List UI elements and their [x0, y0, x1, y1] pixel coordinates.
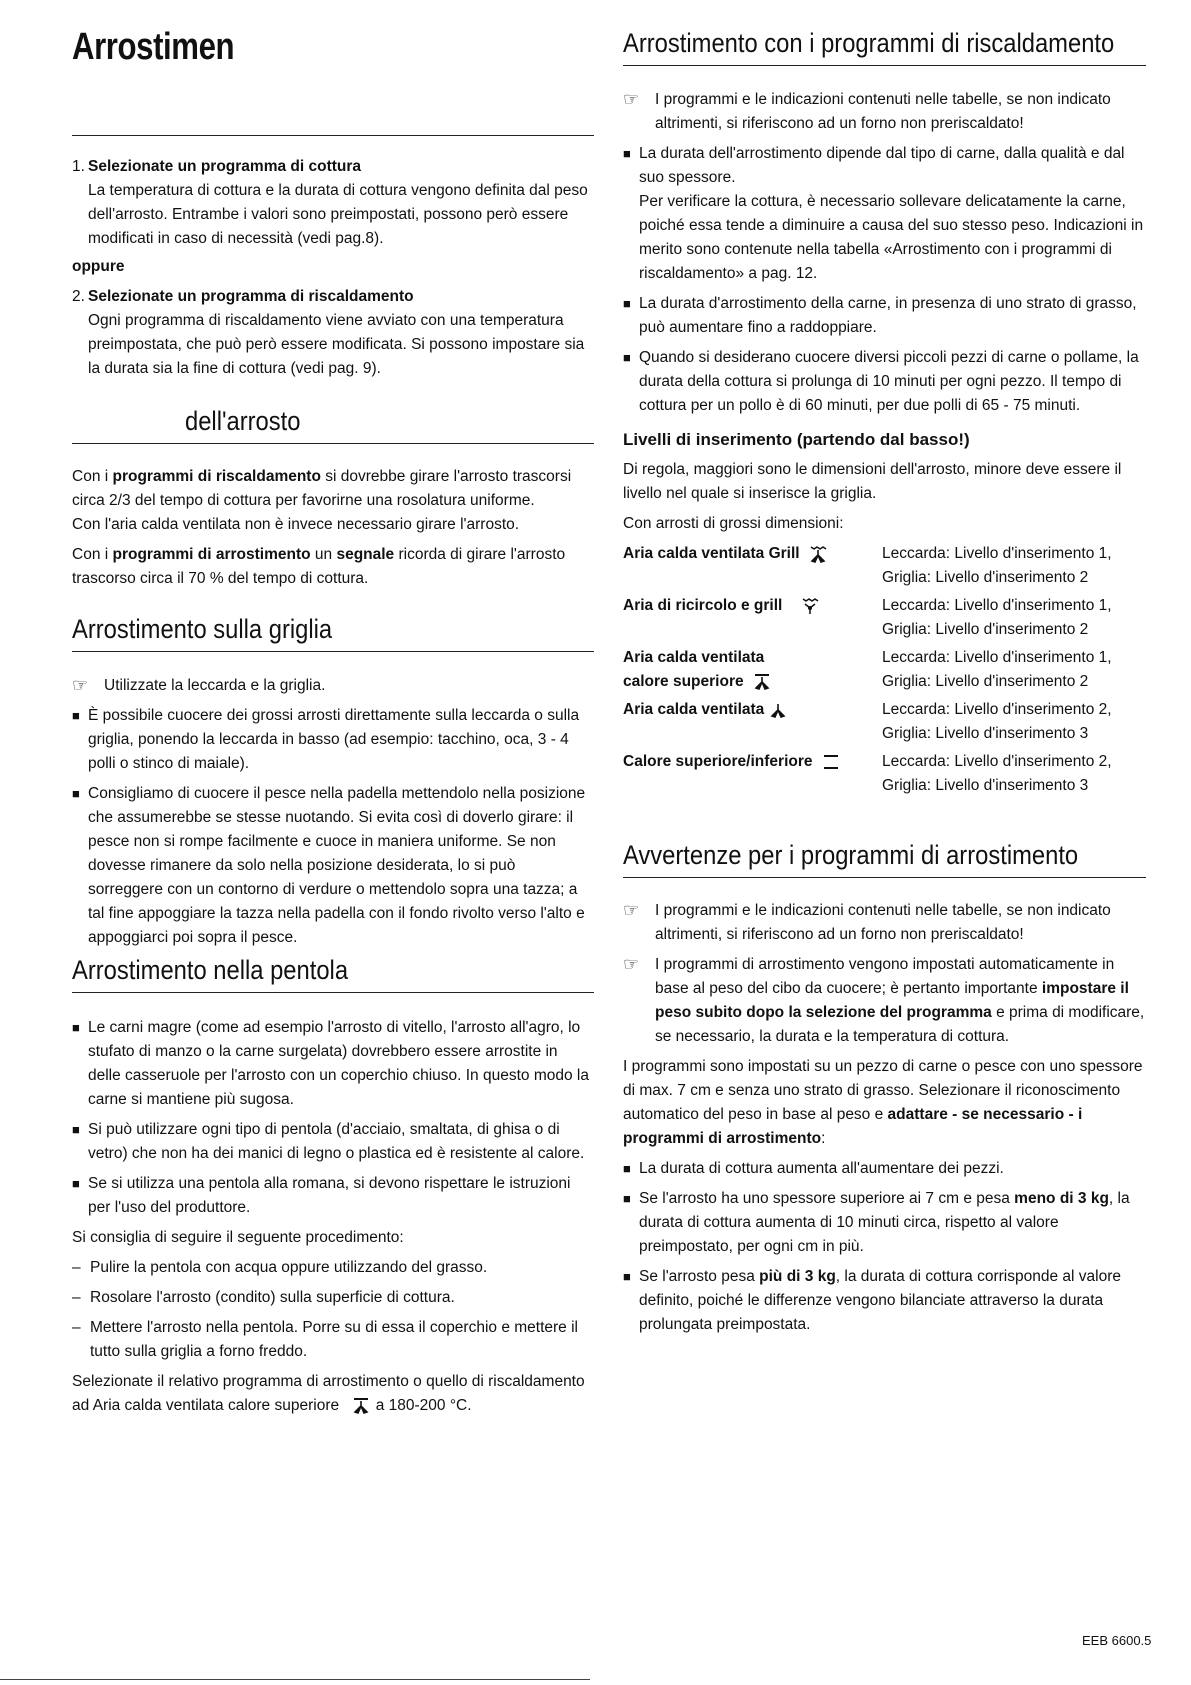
fan-top-heat-icon — [752, 673, 772, 691]
turn-paragraph-2: Con i programmi di arrostimento un segnale ricorda di girare l'arrosto trascorso circa il 70 % del tempo di cottura. — [72, 546, 566, 587]
table-row: Calore superiore/inferiore Leccarda: Livello d'inserimento 2, Griglia: Livello d'inserimento 3 — [623, 753, 1112, 794]
title-rule — [72, 135, 594, 136]
steps-block — [72, 155, 594, 385]
dash-item: – Rosolare l'arrosto (condito) sulla superficie di cottura. — [72, 1289, 455, 1306]
step-body: La temperatura di cottura e la durata di cottura vengono definita dal peso dell'arrosto. Entrambe i valori sono preimpostati, possono però essere modificati in caso di necessità (vedi pag.8). — [88, 182, 588, 247]
step-number: 2. — [72, 288, 85, 305]
bullet-item: ■ È possibile cuocere dei grossi arrosti direttamente sulla leccarda o sulla griglia, ponendo la leccarda in basso (ad esempio: tacchino, oca, 3 - 4 polli o stinco di maiale). — [72, 704, 594, 776]
step-number: 1. — [72, 158, 85, 175]
livelli-paragraph: Di regola, maggiori sono le dimensioni dell'arrosto, minore deve essere il livello nel quale si inserisce la griglia. — [623, 461, 1122, 502]
section-heading-pentola: Arrostimento nella pentola — [72, 955, 594, 993]
table-row: Aria calda ventilata Leccarda: Livello d'inserimento 2, Griglia: Livello d'inserimento 3 — [623, 701, 1112, 742]
document-code: EEB 6600.5 — [1082, 1633, 1152, 1648]
dash-item: – Mettere l'arrosto nella pentola. Porre su di essa il coperchio e mettere il tutto sulla griglia a forno freddo. — [72, 1319, 579, 1360]
square-bullet-icon: ■ — [623, 1269, 631, 1284]
note-item: ☞ I programmi e le indicazioni contenuti nelle tabelle, se non indicato altrimenti, si riferiscono ad un forno non preriscaldato! — [623, 900, 1111, 943]
bullet-item: ■ La durata dell'arrostimento dipende dal tipo di carne, dalla qualità e dal suo spessore. Per verificare la cottura, è necessario sollevare delicatamente la carne, poiché essa tende a diminuire a causa del suo stesso peso. Indicazioni in merito sono contenute nella tabella «Arrostimento con i programmi di riscaldamento» a pag. 12. — [623, 142, 1146, 286]
livelli-intro: Con arrosti di grossi dimensioni: — [623, 515, 844, 532]
turn-paragraph-1: Con i programmi di riscaldamento si dovrebbe girare l'arrosto trascorsi circa 2/3 del tempo di cottura per favorirne una rosolatura uniforme. Con l'aria calda ventilata non è invece necessario girare l'arrosto. — [72, 468, 572, 533]
top-bottom-heat-icon — [821, 753, 841, 771]
square-bullet-icon: ■ — [623, 350, 631, 365]
square-bullet-icon: ■ — [72, 1020, 80, 1035]
bullet-item: ■ Se si utilizza una pentola alla romana, si devono rispettare le istruzioni per l'uso del produttore. — [72, 1172, 594, 1220]
section-heading-riscaldamento: Arrostimento con i programmi di riscaldamento — [623, 28, 1146, 66]
bullet-item: ■ Consigliamo di cuocere il pesce nella padella mettendolo nella posizione che assumerebbe se stesse nuotando. Si evita così di doverlo girare: il pesce non si rompe facilmente e cuoce in maniera uniforme. Se non dovesse rimanere da solo nella posizione desiderata, lo si può sorreggere con un contorno di verdure o mettendolo sopra una tazza; a tal fine appoggiare la tazza nella padella con il fondo rivolto verso l'alto e appoggiarci poi sopra il pesce. — [72, 782, 594, 950]
square-bullet-icon: ■ — [623, 1161, 631, 1176]
pentola-block — [72, 1016, 594, 1424]
table-row: Aria di ricircolo e grill Leccarda: Livello d'inserimento 1, Griglia: Livello d'inserimento 2 — [623, 597, 1112, 638]
final-paragraph: Selezionate il relativo programma di arrostimento o quello di riscaldamento ad Aria calda ventilata calore superiore a 180-200 °C. — [72, 1373, 585, 1414]
bullet-item: ■ Si può utilizzare ogni tipo di pentola (d'acciaio, smaltata, di ghisa o di vetro) che non ha dei manici di legno o plastica ed è resistente al calore. — [72, 1118, 594, 1166]
square-bullet-icon: ■ — [72, 1176, 80, 1191]
circulation-grill-icon — [800, 597, 820, 615]
turn-block — [72, 465, 594, 597]
griglia-block — [72, 674, 594, 956]
section-heading-griglia: Arrostimento sulla griglia — [72, 614, 594, 652]
square-bullet-icon: ■ — [623, 1191, 631, 1206]
livelli-heading: Livelli di inserimento (partendo dal basso!) — [623, 430, 970, 449]
table-row: Aria calda ventilata Grill Leccarda: Livello d'inserimento 1, Griglia: Livello d'inserimento 2 — [623, 545, 1112, 586]
section-heading-avvertenze: Avvertenze per i programmi di arrostimento — [623, 840, 1146, 878]
square-bullet-icon: ■ — [72, 708, 80, 723]
bullet-item: ■ Quando si desiderano cuocere diversi piccoli pezzi di carne o pollame, la durata della cottura si prolunga di 10 minuti per ogni pezzo. Il tempo di cottura per un pollo è di 60 minuti, per due polli di 65 - 75 minuti. — [623, 346, 1146, 418]
avvertenze-paragraph: I programmi sono impostati su un pezzo di carne o pesce con uno spessore di max. 7 cm e senza uno strato di grasso. Selezionare il riconoscimento automatico del peso in base al peso e adattare - se necessario - i programmi di arrostimento: — [623, 1058, 1143, 1147]
bullet-item: ■ Le carni magre (come ad esempio l'arrosto di vitello, l'arrosto all'agro, lo stufato di manzo o la carne surgelata) dovrebbero essere arrostite in delle casseruole per l'arrosto con un coperchio chiuso. In questo modo la carne si mantiene più sugosa. — [72, 1016, 594, 1112]
bullet-item: ■ Se l'arrosto pesa più di 3 kg, la durata di cottura corrisponde al valore definito, poiché le differenze vengono bilanciate attraverso la durata prolungata preimpostata. — [623, 1265, 1146, 1337]
avvertenze-block — [623, 899, 1146, 1343]
bullet-item: ■ Se l'arrosto ha uno spessore superiore ai 7 cm e pesa meno di 3 kg, la durata di cottura aumenta di 10 minuti circa, rispetto al valore preimpostato, per ogni cm in più. — [623, 1187, 1146, 1259]
bullet-item: ■ La durata di cottura aumenta all'aumentare dei pezzi. — [623, 1157, 1146, 1181]
bottom-rule — [0, 1679, 590, 1680]
fan-icon — [768, 701, 788, 719]
square-bullet-icon: ■ — [623, 146, 631, 161]
fan-top-heat-icon — [351, 1397, 371, 1415]
note-item: ☞ I programmi di arrostimento vengono impostati automaticamente in base al peso del cibo da cuocere; è pertanto importante impostare il peso subito dopo la selezione del programma e prima di modificare, se necessario, la durata e la temperatura di cottura. — [623, 954, 1145, 1045]
table-row: Aria calda ventilata calore superiore Leccarda: Livello d'inserimento 1, Griglia: Livello d'inserimento 2 — [623, 649, 1112, 690]
square-bullet-icon: ■ — [623, 296, 631, 311]
program-levels-table — [623, 542, 1146, 802]
note-item: ☞ Utilizzate la leccarda e la griglia. — [72, 675, 326, 695]
pointing-hand-icon: ☞ — [72, 675, 89, 695]
procedure-intro: Si consiglia di seguire il seguente procedimento: — [72, 1229, 404, 1246]
bullet-item: ■ La durata d'arrostimento della carne, in presenza di uno strato di grasso, può aumentare fino a raddoppiare. — [623, 292, 1146, 340]
pointing-hand-icon: ☞ — [623, 89, 640, 109]
riscaldamento-block — [623, 88, 1146, 802]
step-2 — [72, 285, 594, 381]
step-body: Ogni programma di riscaldamento viene avviato con una temperatura preimpostata, che può però essere modificata. Si possono impostare sia la durata sia la fine di cottura (vedi pag. 9). — [88, 312, 585, 377]
dash-item: – Pulire la pentola con acqua oppure utilizzando del grasso. — [72, 1259, 488, 1276]
step-title: Selezionate un programma di riscaldamento — [88, 288, 414, 305]
step-1 — [72, 155, 594, 251]
step-title: Selezionate un programma di cottura — [88, 158, 362, 175]
oppure-label: oppure — [72, 258, 125, 275]
note-item: ☞ I programmi e le indicazioni contenuti nelle tabelle, se non indicato altrimenti, si riferiscono ad un forno non preriscaldato! — [623, 89, 1111, 132]
pointing-hand-icon: ☞ — [623, 954, 640, 974]
fan-grill-icon — [808, 545, 828, 563]
section-heading-turn: dell'arrosto — [72, 406, 594, 444]
page-title: Arrostimen — [72, 26, 235, 68]
pointing-hand-icon: ☞ — [623, 900, 640, 920]
square-bullet-icon: ■ — [72, 1122, 80, 1137]
square-bullet-icon: ■ — [72, 786, 80, 801]
